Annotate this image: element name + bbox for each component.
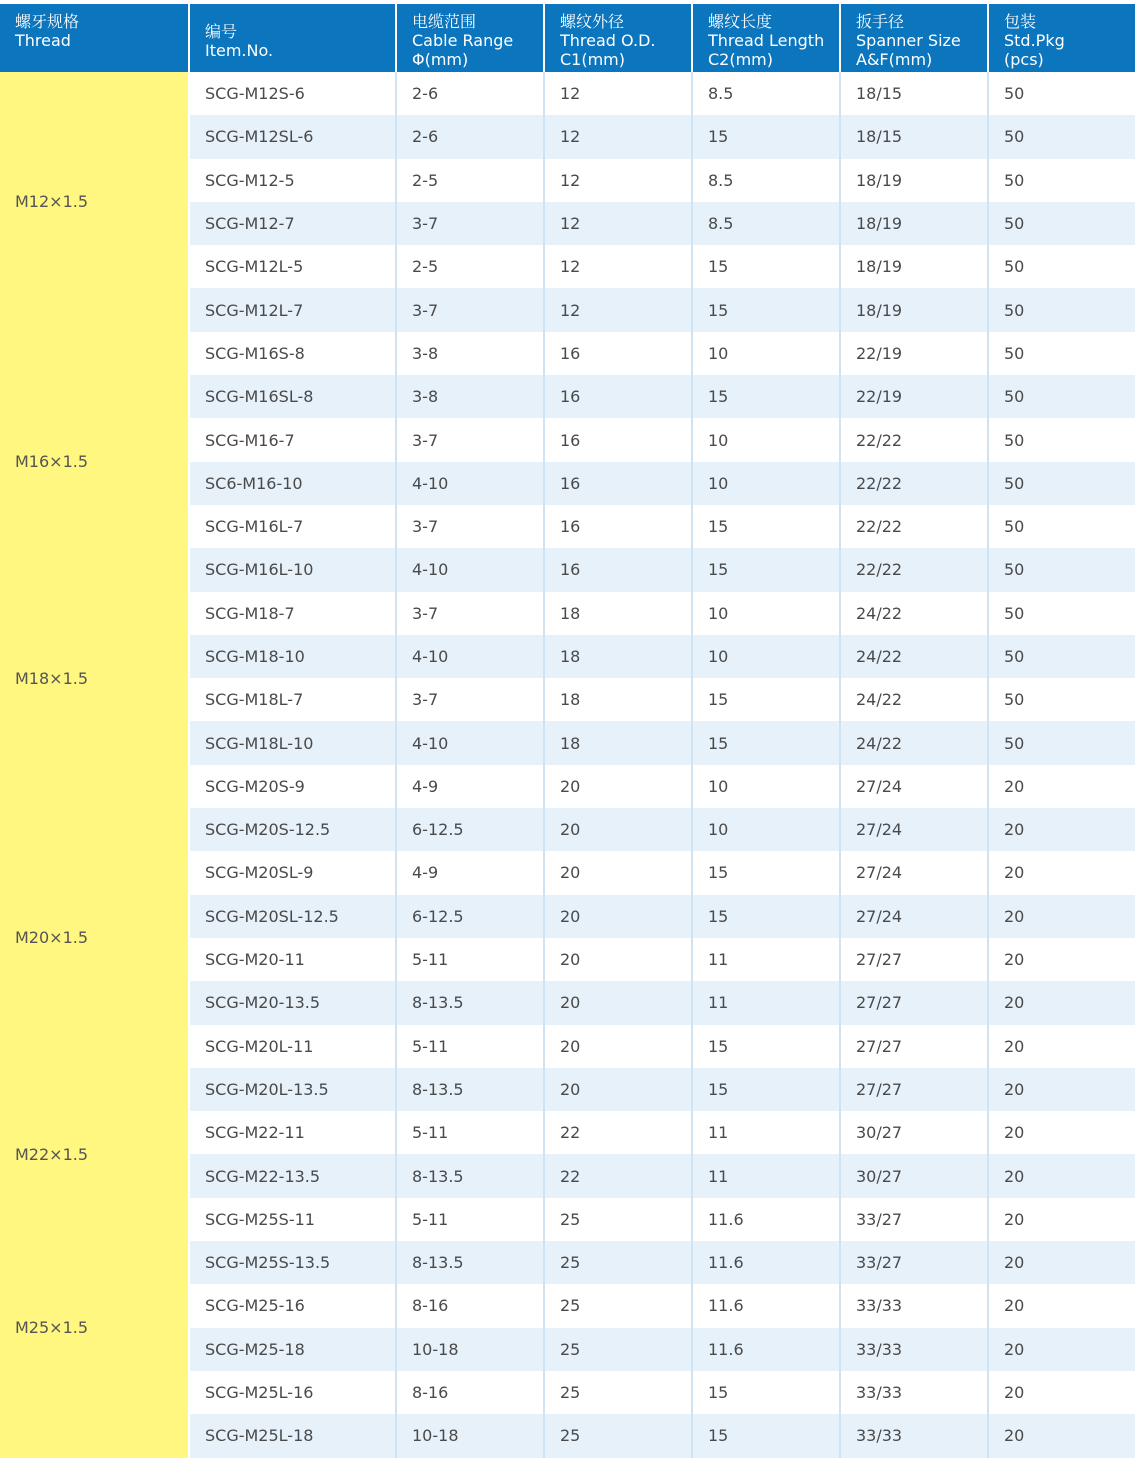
header-thread-od-unit: C1(mm) <box>560 50 626 69</box>
thread-length-cell: 10 <box>692 332 840 375</box>
spanner-size-cell: 18/19 <box>840 288 988 331</box>
spanner-size-cell: 22/22 <box>840 462 988 505</box>
item-no-cell: SCG-M12L-7 <box>189 288 396 331</box>
spanner-size-cell: 30/27 <box>840 1111 988 1154</box>
table-row <box>0 1111 1135 1154</box>
thread-length-cell: 15 <box>692 678 840 721</box>
std-pkg-cell: 20 <box>988 1198 1135 1241</box>
item-no-cell: SCG-M25S-13.5 <box>189 1241 396 1284</box>
spanner-size-cell: 22/19 <box>840 332 988 375</box>
item-no-cell: SCG-M20S-9 <box>189 765 396 808</box>
std-pkg-cell: 20 <box>988 765 1135 808</box>
spanner-size-cell: 33/27 <box>840 1198 988 1241</box>
spanner-size-cell: 24/22 <box>840 678 988 721</box>
item-no-cell: SCG-M16S-8 <box>189 332 396 375</box>
thread-od-cell: 18 <box>544 592 692 635</box>
item-no-cell: SCG-M25L-18 <box>189 1414 396 1457</box>
thread-length-cell: 11 <box>692 981 840 1024</box>
item-no-cell: SCG-M20S-12.5 <box>189 808 396 851</box>
item-no-cell: SCG-M16-7 <box>189 418 396 461</box>
header-thread-od <box>544 4 692 72</box>
spanner-size-cell: 33/33 <box>840 1328 988 1371</box>
thread-od-cell: 20 <box>544 808 692 851</box>
item-no-cell: SCG-M16SL-8 <box>189 375 396 418</box>
cable-range-cell: 2-6 <box>396 115 544 158</box>
cable-range-cell: 5-11 <box>396 938 544 981</box>
header-thread-length-unit: C2(mm) <box>708 50 774 69</box>
thread-od-cell: 20 <box>544 851 692 894</box>
table-row <box>0 765 1135 808</box>
cable-range-cell: 4-9 <box>396 765 544 808</box>
std-pkg-cell: 20 <box>988 1328 1135 1371</box>
cable-range-cell: 5-11 <box>396 1198 544 1241</box>
item-no-cell: SCG-M12S-6 <box>189 72 396 115</box>
std-pkg-cell: 20 <box>988 1284 1135 1327</box>
table-body <box>0 72 1135 1458</box>
header-row <box>0 4 1135 72</box>
std-pkg-cell: 20 <box>988 1111 1135 1154</box>
cable-range-cell: 3-7 <box>396 288 544 331</box>
spanner-size-cell: 22/22 <box>840 548 988 591</box>
std-pkg-cell: 20 <box>988 981 1135 1024</box>
thread-length-cell: 8.5 <box>692 202 840 245</box>
cable-range-cell: 8-16 <box>396 1371 544 1414</box>
header-spanner-size-unit: A&F(mm) <box>856 50 933 69</box>
cable-range-cell: 4-10 <box>396 721 544 764</box>
thread-length-cell: 10 <box>692 418 840 461</box>
thread-length-cell: 15 <box>692 505 840 548</box>
thread-spec-cell: M16×1.5 <box>0 332 189 592</box>
spanner-size-cell: 30/27 <box>840 1154 988 1197</box>
item-no-cell: SCG-M16L-10 <box>189 548 396 591</box>
std-pkg-cell: 20 <box>988 1414 1135 1457</box>
cable-range-cell: 8-13.5 <box>396 1068 544 1111</box>
std-pkg-cell: 20 <box>988 1068 1135 1111</box>
std-pkg-cell: 50 <box>988 72 1135 115</box>
item-no-cell: SCG-M18L-10 <box>189 721 396 764</box>
cable-range-cell: 8-13.5 <box>396 981 544 1024</box>
cable-range-cell: 10-18 <box>396 1328 544 1371</box>
spanner-size-cell: 27/24 <box>840 765 988 808</box>
spanner-size-cell: 33/33 <box>840 1371 988 1414</box>
std-pkg-cell: 50 <box>988 418 1135 461</box>
thread-od-cell: 20 <box>544 938 692 981</box>
std-pkg-cell: 20 <box>988 895 1135 938</box>
thread-length-cell: 11.6 <box>692 1328 840 1371</box>
thread-spec-cell: M25×1.5 <box>0 1198 189 1458</box>
spanner-size-cell: 22/22 <box>840 418 988 461</box>
header-cable-range-unit: Φ(mm) <box>412 50 469 69</box>
std-pkg-cell: 20 <box>988 1154 1135 1197</box>
cable-range-cell: 6-12.5 <box>396 808 544 851</box>
spec-table <box>0 4 1135 1458</box>
thread-od-cell: 20 <box>544 895 692 938</box>
cable-range-cell: 3-7 <box>396 678 544 721</box>
thread-length-cell: 10 <box>692 808 840 851</box>
item-no-cell: SCG-M25-18 <box>189 1328 396 1371</box>
thread-od-cell: 20 <box>544 1025 692 1068</box>
spanner-size-cell: 27/24 <box>840 851 988 894</box>
thread-length-cell: 10 <box>692 462 840 505</box>
cable-range-cell: 4-9 <box>396 851 544 894</box>
cable-range-cell: 2-6 <box>396 72 544 115</box>
thread-od-cell: 12 <box>544 288 692 331</box>
thread-length-cell: 15 <box>692 895 840 938</box>
cable-range-cell: 6-12.5 <box>396 895 544 938</box>
thread-od-cell: 25 <box>544 1328 692 1371</box>
spanner-size-cell: 22/19 <box>840 375 988 418</box>
spanner-size-cell: 27/27 <box>840 1025 988 1068</box>
spanner-size-cell: 27/27 <box>840 981 988 1024</box>
header-thread-length <box>692 4 840 72</box>
cable-range-cell: 10-18 <box>396 1414 544 1457</box>
thread-od-cell: 12 <box>544 245 692 288</box>
thread-od-cell: 16 <box>544 375 692 418</box>
spanner-size-cell: 27/24 <box>840 895 988 938</box>
thread-od-cell: 20 <box>544 981 692 1024</box>
header-item-no <box>189 4 396 72</box>
item-no-cell: SCG-M25L-16 <box>189 1371 396 1414</box>
thread-od-cell: 20 <box>544 765 692 808</box>
header-thread-zh: 螺牙规格 <box>15 12 80 31</box>
thread-length-cell: 15 <box>692 1414 840 1457</box>
table-row <box>0 332 1135 375</box>
thread-length-cell: 11 <box>692 1111 840 1154</box>
spanner-size-cell: 27/27 <box>840 1068 988 1111</box>
cable-range-cell: 8-13.5 <box>396 1241 544 1284</box>
thread-od-cell: 25 <box>544 1414 692 1457</box>
spanner-size-cell: 27/24 <box>840 808 988 851</box>
header-thread-length-zh: 螺纹长度 <box>708 12 773 31</box>
item-no-cell: SCG-M12-5 <box>189 159 396 202</box>
thread-od-cell: 12 <box>544 72 692 115</box>
thread-spec-cell: M20×1.5 <box>0 765 189 1111</box>
item-no-cell: SCG-M25-16 <box>189 1284 396 1327</box>
spanner-size-cell: 22/22 <box>840 505 988 548</box>
thread-length-cell: 15 <box>692 548 840 591</box>
thread-length-cell: 11 <box>692 938 840 981</box>
cable-range-cell: 2-5 <box>396 245 544 288</box>
thread-length-cell: 15 <box>692 1068 840 1111</box>
thread-length-cell: 10 <box>692 635 840 678</box>
thread-length-cell: 8.5 <box>692 72 840 115</box>
thread-od-cell: 25 <box>544 1198 692 1241</box>
item-no-cell: SCG-M20L-11 <box>189 1025 396 1068</box>
spanner-size-cell: 33/33 <box>840 1284 988 1327</box>
item-no-cell: SCG-M12SL-6 <box>189 115 396 158</box>
header-thread-length-en: Thread Length <box>708 31 825 50</box>
std-pkg-cell: 50 <box>988 548 1135 591</box>
spanner-size-cell: 18/15 <box>840 115 988 158</box>
std-pkg-cell: 20 <box>988 1241 1135 1284</box>
thread-length-cell: 10 <box>692 765 840 808</box>
header-cable-range-en: Cable Range <box>412 31 514 50</box>
item-no-cell: SCG-M22-11 <box>189 1111 396 1154</box>
spanner-size-cell: 27/27 <box>840 938 988 981</box>
cable-range-cell: 3-7 <box>396 202 544 245</box>
spanner-size-cell: 18/19 <box>840 202 988 245</box>
std-pkg-cell: 50 <box>988 159 1135 202</box>
std-pkg-cell: 50 <box>988 678 1135 721</box>
cable-range-cell: 4-10 <box>396 548 544 591</box>
std-pkg-cell: 50 <box>988 505 1135 548</box>
cable-range-cell: 5-11 <box>396 1111 544 1154</box>
header-item-no-zh: 编号 <box>205 22 238 41</box>
table-row <box>0 1198 1135 1241</box>
thread-od-cell: 16 <box>544 332 692 375</box>
std-pkg-cell: 50 <box>988 115 1135 158</box>
thread-od-cell: 20 <box>544 1068 692 1111</box>
cable-range-cell: 4-10 <box>396 462 544 505</box>
std-pkg-cell: 50 <box>988 592 1135 635</box>
item-no-cell: SCG-M20SL-12.5 <box>189 895 396 938</box>
item-no-cell: SCG-M20SL-9 <box>189 851 396 894</box>
header-spanner-size <box>840 4 988 72</box>
thread-length-cell: 8.5 <box>692 159 840 202</box>
header-thread-en: Thread <box>15 31 71 50</box>
header-thread-od-en: Thread O.D. <box>560 31 656 50</box>
header-item-no-en: Item.No. <box>205 41 274 60</box>
thread-length-cell: 11.6 <box>692 1284 840 1327</box>
std-pkg-cell: 20 <box>988 808 1135 851</box>
spanner-size-cell: 33/27 <box>840 1241 988 1284</box>
thread-length-cell: 11 <box>692 1154 840 1197</box>
item-no-cell: SC6-M16-10 <box>189 462 396 505</box>
header-spanner-size-en: Spanner Size <box>856 31 961 50</box>
cable-range-cell: 5-11 <box>396 1025 544 1068</box>
cable-range-cell: 3-8 <box>396 375 544 418</box>
thread-length-cell: 10 <box>692 592 840 635</box>
cable-range-cell: 8-13.5 <box>396 1154 544 1197</box>
thread-length-cell: 15 <box>692 1371 840 1414</box>
spanner-size-cell: 18/15 <box>840 72 988 115</box>
thread-od-cell: 16 <box>544 505 692 548</box>
thread-length-cell: 15 <box>692 245 840 288</box>
thread-length-cell: 15 <box>692 375 840 418</box>
std-pkg-cell: 50 <box>988 288 1135 331</box>
thread-spec-cell: M12×1.5 <box>0 72 189 332</box>
header-std-pkg-en: Std.Pkg <box>1004 31 1065 50</box>
item-no-cell: SCG-M12L-5 <box>189 245 396 288</box>
thread-od-cell: 12 <box>544 115 692 158</box>
thread-od-cell: 18 <box>544 678 692 721</box>
thread-od-cell: 16 <box>544 548 692 591</box>
thread-length-cell: 15 <box>692 288 840 331</box>
std-pkg-cell: 50 <box>988 332 1135 375</box>
std-pkg-cell: 50 <box>988 462 1135 505</box>
cable-range-cell: 3-7 <box>396 592 544 635</box>
std-pkg-cell: 20 <box>988 1371 1135 1414</box>
thread-od-cell: 25 <box>544 1241 692 1284</box>
thread-length-cell: 15 <box>692 851 840 894</box>
cable-range-cell: 4-10 <box>396 635 544 678</box>
header-cable-range-zh: 电缆范围 <box>412 12 477 31</box>
header-spanner-size-zh: 扳手径 <box>856 12 905 31</box>
std-pkg-cell: 50 <box>988 202 1135 245</box>
thread-od-cell: 18 <box>544 721 692 764</box>
header-std-pkg <box>988 4 1135 72</box>
header-thread-od-zh: 螺纹外径 <box>560 12 625 31</box>
header-thread <box>0 4 189 72</box>
thread-length-cell: 15 <box>692 1025 840 1068</box>
item-no-cell: SCG-M20L-13.5 <box>189 1068 396 1111</box>
item-no-cell: SCG-M20-11 <box>189 938 396 981</box>
thread-od-cell: 16 <box>544 462 692 505</box>
thread-od-cell: 25 <box>544 1284 692 1327</box>
header-std-pkg-zh: 包装 <box>1004 12 1037 31</box>
thread-length-cell: 11.6 <box>692 1241 840 1284</box>
thread-od-cell: 22 <box>544 1154 692 1197</box>
cable-range-cell: 3-8 <box>396 332 544 375</box>
thread-od-cell: 12 <box>544 202 692 245</box>
item-no-cell: SCG-M20-13.5 <box>189 981 396 1024</box>
cable-range-cell: 2-5 <box>396 159 544 202</box>
spanner-size-cell: 18/19 <box>840 245 988 288</box>
std-pkg-cell: 50 <box>988 721 1135 764</box>
spanner-size-cell: 24/22 <box>840 635 988 678</box>
std-pkg-cell: 50 <box>988 375 1135 418</box>
spanner-size-cell: 24/22 <box>840 721 988 764</box>
table-row <box>0 592 1135 635</box>
header-cable-range <box>396 4 544 72</box>
item-no-cell: SCG-M18L-7 <box>189 678 396 721</box>
thread-od-cell: 22 <box>544 1111 692 1154</box>
thread-od-cell: 25 <box>544 1371 692 1414</box>
cable-range-cell: 3-7 <box>396 505 544 548</box>
thread-od-cell: 18 <box>544 635 692 678</box>
spanner-size-cell: 18/19 <box>840 159 988 202</box>
spanner-size-cell: 24/22 <box>840 592 988 635</box>
thread-length-cell: 11.6 <box>692 1198 840 1241</box>
item-no-cell: SCG-M12-7 <box>189 202 396 245</box>
std-pkg-cell: 20 <box>988 938 1135 981</box>
thread-od-cell: 12 <box>544 159 692 202</box>
spanner-size-cell: 33/33 <box>840 1414 988 1457</box>
thread-length-cell: 15 <box>692 721 840 764</box>
item-no-cell: SCG-M18-7 <box>189 592 396 635</box>
item-no-cell: SCG-M22-13.5 <box>189 1154 396 1197</box>
item-no-cell: SCG-M16L-7 <box>189 505 396 548</box>
item-no-cell: SCG-M25S-11 <box>189 1198 396 1241</box>
table-row <box>0 72 1135 115</box>
std-pkg-cell: 50 <box>988 245 1135 288</box>
cable-range-cell: 8-16 <box>396 1284 544 1327</box>
cable-range-cell: 3-7 <box>396 418 544 461</box>
thread-od-cell: 16 <box>544 418 692 461</box>
std-pkg-cell: 20 <box>988 851 1135 894</box>
item-no-cell: SCG-M18-10 <box>189 635 396 678</box>
thread-spec-cell: M22×1.5 <box>0 1111 189 1198</box>
header-std-pkg-unit: (pcs) <box>1004 50 1044 69</box>
thread-length-cell: 15 <box>692 115 840 158</box>
thread-spec-cell: M18×1.5 <box>0 592 189 765</box>
std-pkg-cell: 50 <box>988 635 1135 678</box>
std-pkg-cell: 20 <box>988 1025 1135 1068</box>
